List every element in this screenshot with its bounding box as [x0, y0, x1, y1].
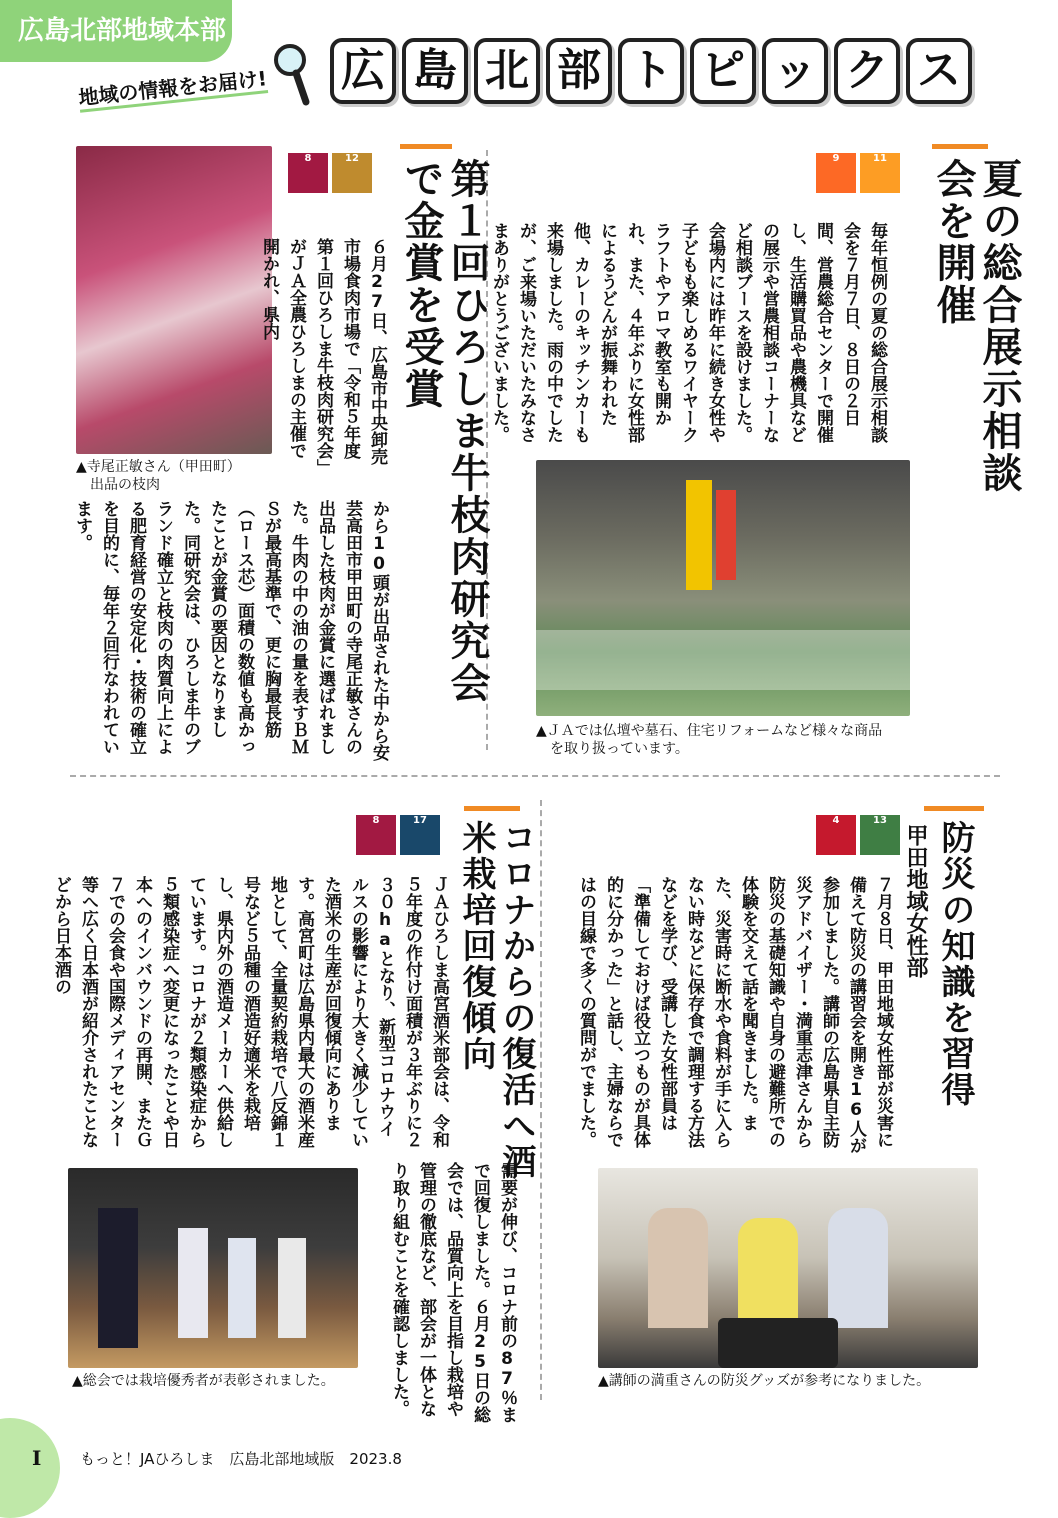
sdg-9-icon: 9: [816, 153, 856, 193]
sdg-8-icon: 8: [288, 153, 328, 193]
row-divider: [70, 775, 1000, 777]
title-char: ッ: [762, 38, 828, 104]
page-number-badge: [0, 1418, 60, 1518]
article3-body-bottom: 需要が伸び、コロナ前の87％まで回復しました。６月25日の総会では、品質向上を目指し栽培や管理の徹底など、部会が一体となり取り組むことを確認しました。: [389, 1162, 517, 1423]
title-char: 部: [546, 38, 612, 104]
sdg-11-icon: 11: [860, 153, 900, 193]
article2-body: 毎年恒例の夏の総合展示相談会を７月７日、８日の２日間、営農総合センターで開催し、生活購買品や農機具などの展示や営農相談コーナーなど相談ブースを設けました。会場内には昨年に続き女性や子どもも楽しめるワイヤークラフトやアロマ教室も開かれ、また、４年ぶりに女性部によるうどんが振舞われた他、カレーのキッチンカーも来場しました。雨の中でしたが、ご来場いただいたみなさまありがとうございました。: [489, 222, 887, 443]
award-ceremony-photo: [68, 1168, 358, 1368]
article1-body-top: ６月27日、広島市中央卸売市場食肉市場で「令和５年度 第１回ひろしま牛枝肉研究会」がＪＡ全農ひろしまの主催で開かれ、県内: [259, 238, 387, 476]
region-tag: 広島北部地域本部: [0, 0, 232, 62]
tagline-text: 地域の情報をお届け!: [77, 66, 268, 113]
title-char: 島: [402, 38, 468, 104]
sdg-icons: [288, 146, 376, 193]
article4-headline: 防災の知識を習得: [935, 820, 975, 1108]
article3-headline: [458, 820, 536, 1200]
title-char: ト: [618, 38, 684, 104]
article2-headline: 夏の総合展示相談会を開催: [930, 158, 1022, 494]
accent-bar: [924, 806, 984, 811]
sdg-17-icon: 17: [400, 815, 440, 855]
title-char: ク: [834, 38, 900, 104]
article3-body-top: ＪＡひろしま高宮酒米部会は、令和５年度の作付け面積が３年ぶりに２３０haとなり、新型コロナウイルスの影響により大きく減少していた酒米の生産が回復傾向にあります。高宮町は広島県内最大の酒米産地として、全量契約栽培で八反錦１号など５品種の酒造好適米を栽培し、県内外の酒造メーカーへ供給しています。コロナが２類感染症から５類感染症へ変更になったことや日本へのインバウンドの再開、またＧ７での会食や国際メディアセンター等へ広く日本酒が紹介されたことなどから日本酒の: [51, 876, 449, 1148]
sdg-12-icon: 12: [332, 153, 372, 193]
article1-body-bottom: から10頭が出品された中から安芸高田市甲田町の寺尾正敏さんの出品した枝肉が金賞に選ばれました。牛肉の中の油の量を表すＢＭＳが最高基準で、更に胸最長筋（ロース芯）面積の数値も高かったことが金賞の要因となりました。同研究会は、ひろしま牛のブランド確立と枝肉の肉質向上による肥育経営の安定化・技術の確立を目的に、毎年２回行なわれています。: [72, 500, 389, 761]
title-char: ピ: [690, 38, 756, 104]
accent-bar: [932, 144, 988, 149]
sdg-13-icon: 13: [860, 815, 900, 855]
page-title: [330, 38, 978, 104]
caption-line: ▲ＪＡでは仏壇や墓石、住宅リフォームなど様々な商品: [536, 723, 883, 739]
sdg-icons: [356, 808, 444, 855]
sdg-4-icon: 4: [816, 815, 856, 855]
caption-line: ▲寺尾正敏さん（甲田町）: [76, 459, 241, 475]
accent-bar: [400, 144, 452, 149]
column-divider-bottom: [540, 800, 542, 1400]
caption-line: 出品の枝肉: [90, 477, 160, 493]
exhibition-hall-photo: [536, 460, 910, 716]
page-number: I: [32, 1446, 42, 1470]
article3-caption: ▲総会では栽培優秀者が表彰されました。: [72, 1373, 335, 1389]
tagline: [77, 62, 268, 111]
headline-line: 酒米栽培回復傾向: [456, 820, 536, 1180]
disaster-prep-photo: [598, 1168, 978, 1368]
article1-caption: [76, 458, 276, 494]
headline-line: コロナからの復活へ: [496, 820, 536, 1144]
title-char: ス: [906, 38, 972, 104]
caption-line: を取り扱っています。: [550, 741, 689, 757]
magnifier-icon: [270, 42, 314, 108]
article1-headline: 第１回ひろしま牛枝肉研究会で金賞を受賞: [398, 158, 490, 704]
article2-caption: [536, 722, 936, 758]
title-char: 広: [330, 38, 396, 104]
article4-subhead: 甲田地域女性部: [903, 824, 928, 978]
footer-text: もっと！JAひろしま 広島北部地域版 2023.8: [80, 1450, 402, 1468]
article4-body: ７月８日、甲田地域女性部が災害に備えて防災の講習会を開き16人が参加しました。講師の広島県自主防災アドバイザー・満重志津さんから防災の基礎知識や自身の避難所での体験を交えて話を聞きました。また、災害時に断水や食料が手に入らない時などに保存食で調理する方法などを学び、受講した女性部員は「準備しておけば役立つものが具体的に分かった」と話し、主婦ならではの目線で多くの質問がでました。: [576, 876, 893, 1154]
sdg-icons: [816, 146, 904, 193]
accent-bar: [464, 806, 520, 811]
title-char: 北: [474, 38, 540, 104]
beef-carcass-photo: [76, 146, 272, 454]
sdg-8-icon: 8: [356, 815, 396, 855]
article4-caption: ▲講師の満重さんの防災グッズが参考になりました。: [598, 1373, 931, 1389]
sdg-icons: [816, 808, 904, 855]
